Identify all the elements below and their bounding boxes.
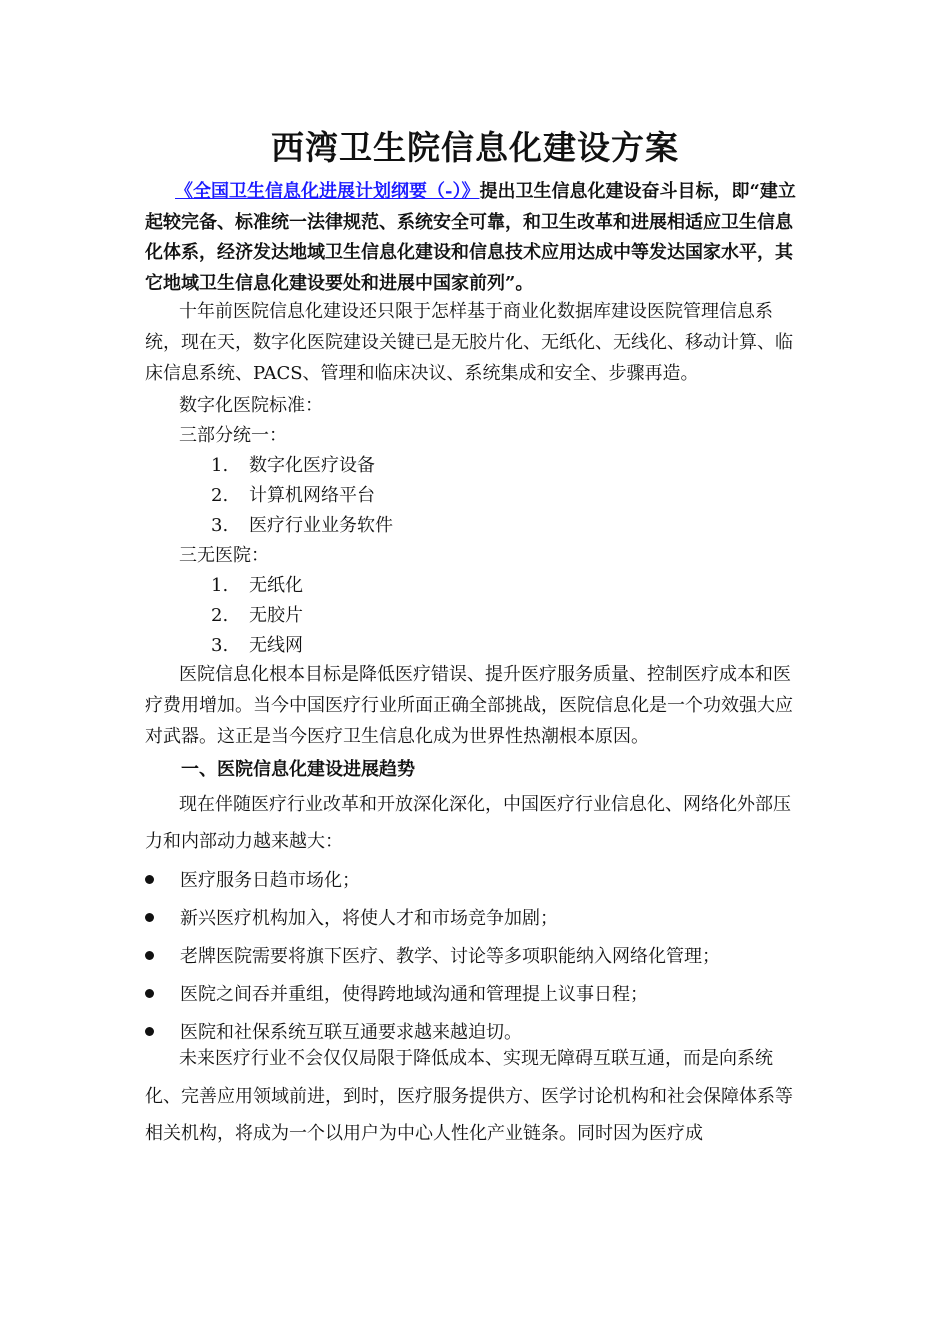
bullet-item: 新兴医疗机构加入，将使人才和市场竞争加剧；: [145, 904, 558, 930]
standard-label: 数字化医院标准：: [179, 395, 323, 416]
bullet-icon: [145, 1027, 154, 1036]
section-heading: 一、医院信息化建设进展趋势: [181, 759, 415, 780]
bullet-icon: [145, 875, 154, 884]
list-item: 3. 医疗行业业务软件: [211, 515, 393, 536]
paragraph-history: 十年前医院信息化建设还只限于怎样基于商业化数据库建设医院管理信息系统，现在天，数字化医院建设关键已是无胶片化、无纸化、无线化、移动计算、临床信息系统、PACS、管理和临床决议、系统集成和安全、步骤再造。: [145, 301, 793, 384]
bullet-item: 医疗服务日趋市场化；: [145, 866, 360, 892]
list-item: 3. 无线网: [211, 635, 303, 656]
bullet-item: 医院和社保系统互联互通要求越来越迫切。: [145, 1018, 522, 1044]
bullet-item: 医院之间吞并重组，使得跨地域沟通和管理提上议事日程；: [145, 980, 648, 1006]
bullet-item: 老牌医院需要将旗下医疗、教学、讨论等多项职能纳入网络化管理；: [145, 942, 720, 968]
paragraph-goal: 医院信息化根本目标是降低医疗错误、提升医疗服务质量、控制医疗成本和医疗费用增加。当今中国医疗行业所面正确全部挑战，医院信息化是一个功效强大应对武器。这正是当今医疗卫生信息化成为世界性热潮根本原因。: [145, 664, 793, 747]
list-item: 2. 计算机网络平台: [211, 485, 375, 506]
list-item: 1. 数字化医疗设备: [211, 455, 375, 476]
paragraph-pressure: 现在伴随医疗行业改革和开放深化深化，中国医疗行业信息化、网络化外部压力和内部动力越来越大：: [145, 794, 791, 852]
three-unify-label: 三部分统一：: [179, 425, 287, 446]
list-item: 1. 无纸化: [211, 575, 303, 596]
bullet-icon: [145, 989, 154, 998]
paragraph-future: 未来医疗行业不会仅仅局限于降低成本、实现无障碍互联互通，而是向系统化、完善应用领域前进，到时，医疗服务提供方、医学讨论机构和社会保障体系等相关机构，将成为一个以用户为中心人性化产业链条。同时因为医疗成: [145, 1048, 793, 1144]
bullet-icon: [145, 913, 154, 922]
bullet-icon: [145, 951, 154, 960]
intro-paragraph: [145, 177, 797, 299]
three-no-label: 三无医院：: [179, 545, 269, 566]
document-title: 西湾卫生院信息化建设方案: [271, 128, 679, 167]
list-item: 2. 无胶片: [211, 605, 303, 626]
outline-link[interactable]: 《全国卫生信息化进展计划纲要（-）》: [175, 181, 480, 202]
intro-text: 提出卫生信息化建设奋斗目标，即“建立起较完备、标准统一法律规范、系统安全可靠，和卫生改革和进展相适应卫生信息化体系，经济发达地域卫生信息化建设和信息技术应用达成中等发达国家水平，其它地域卫生信息化建设要处和进展中国家前列”。: [145, 181, 796, 294]
